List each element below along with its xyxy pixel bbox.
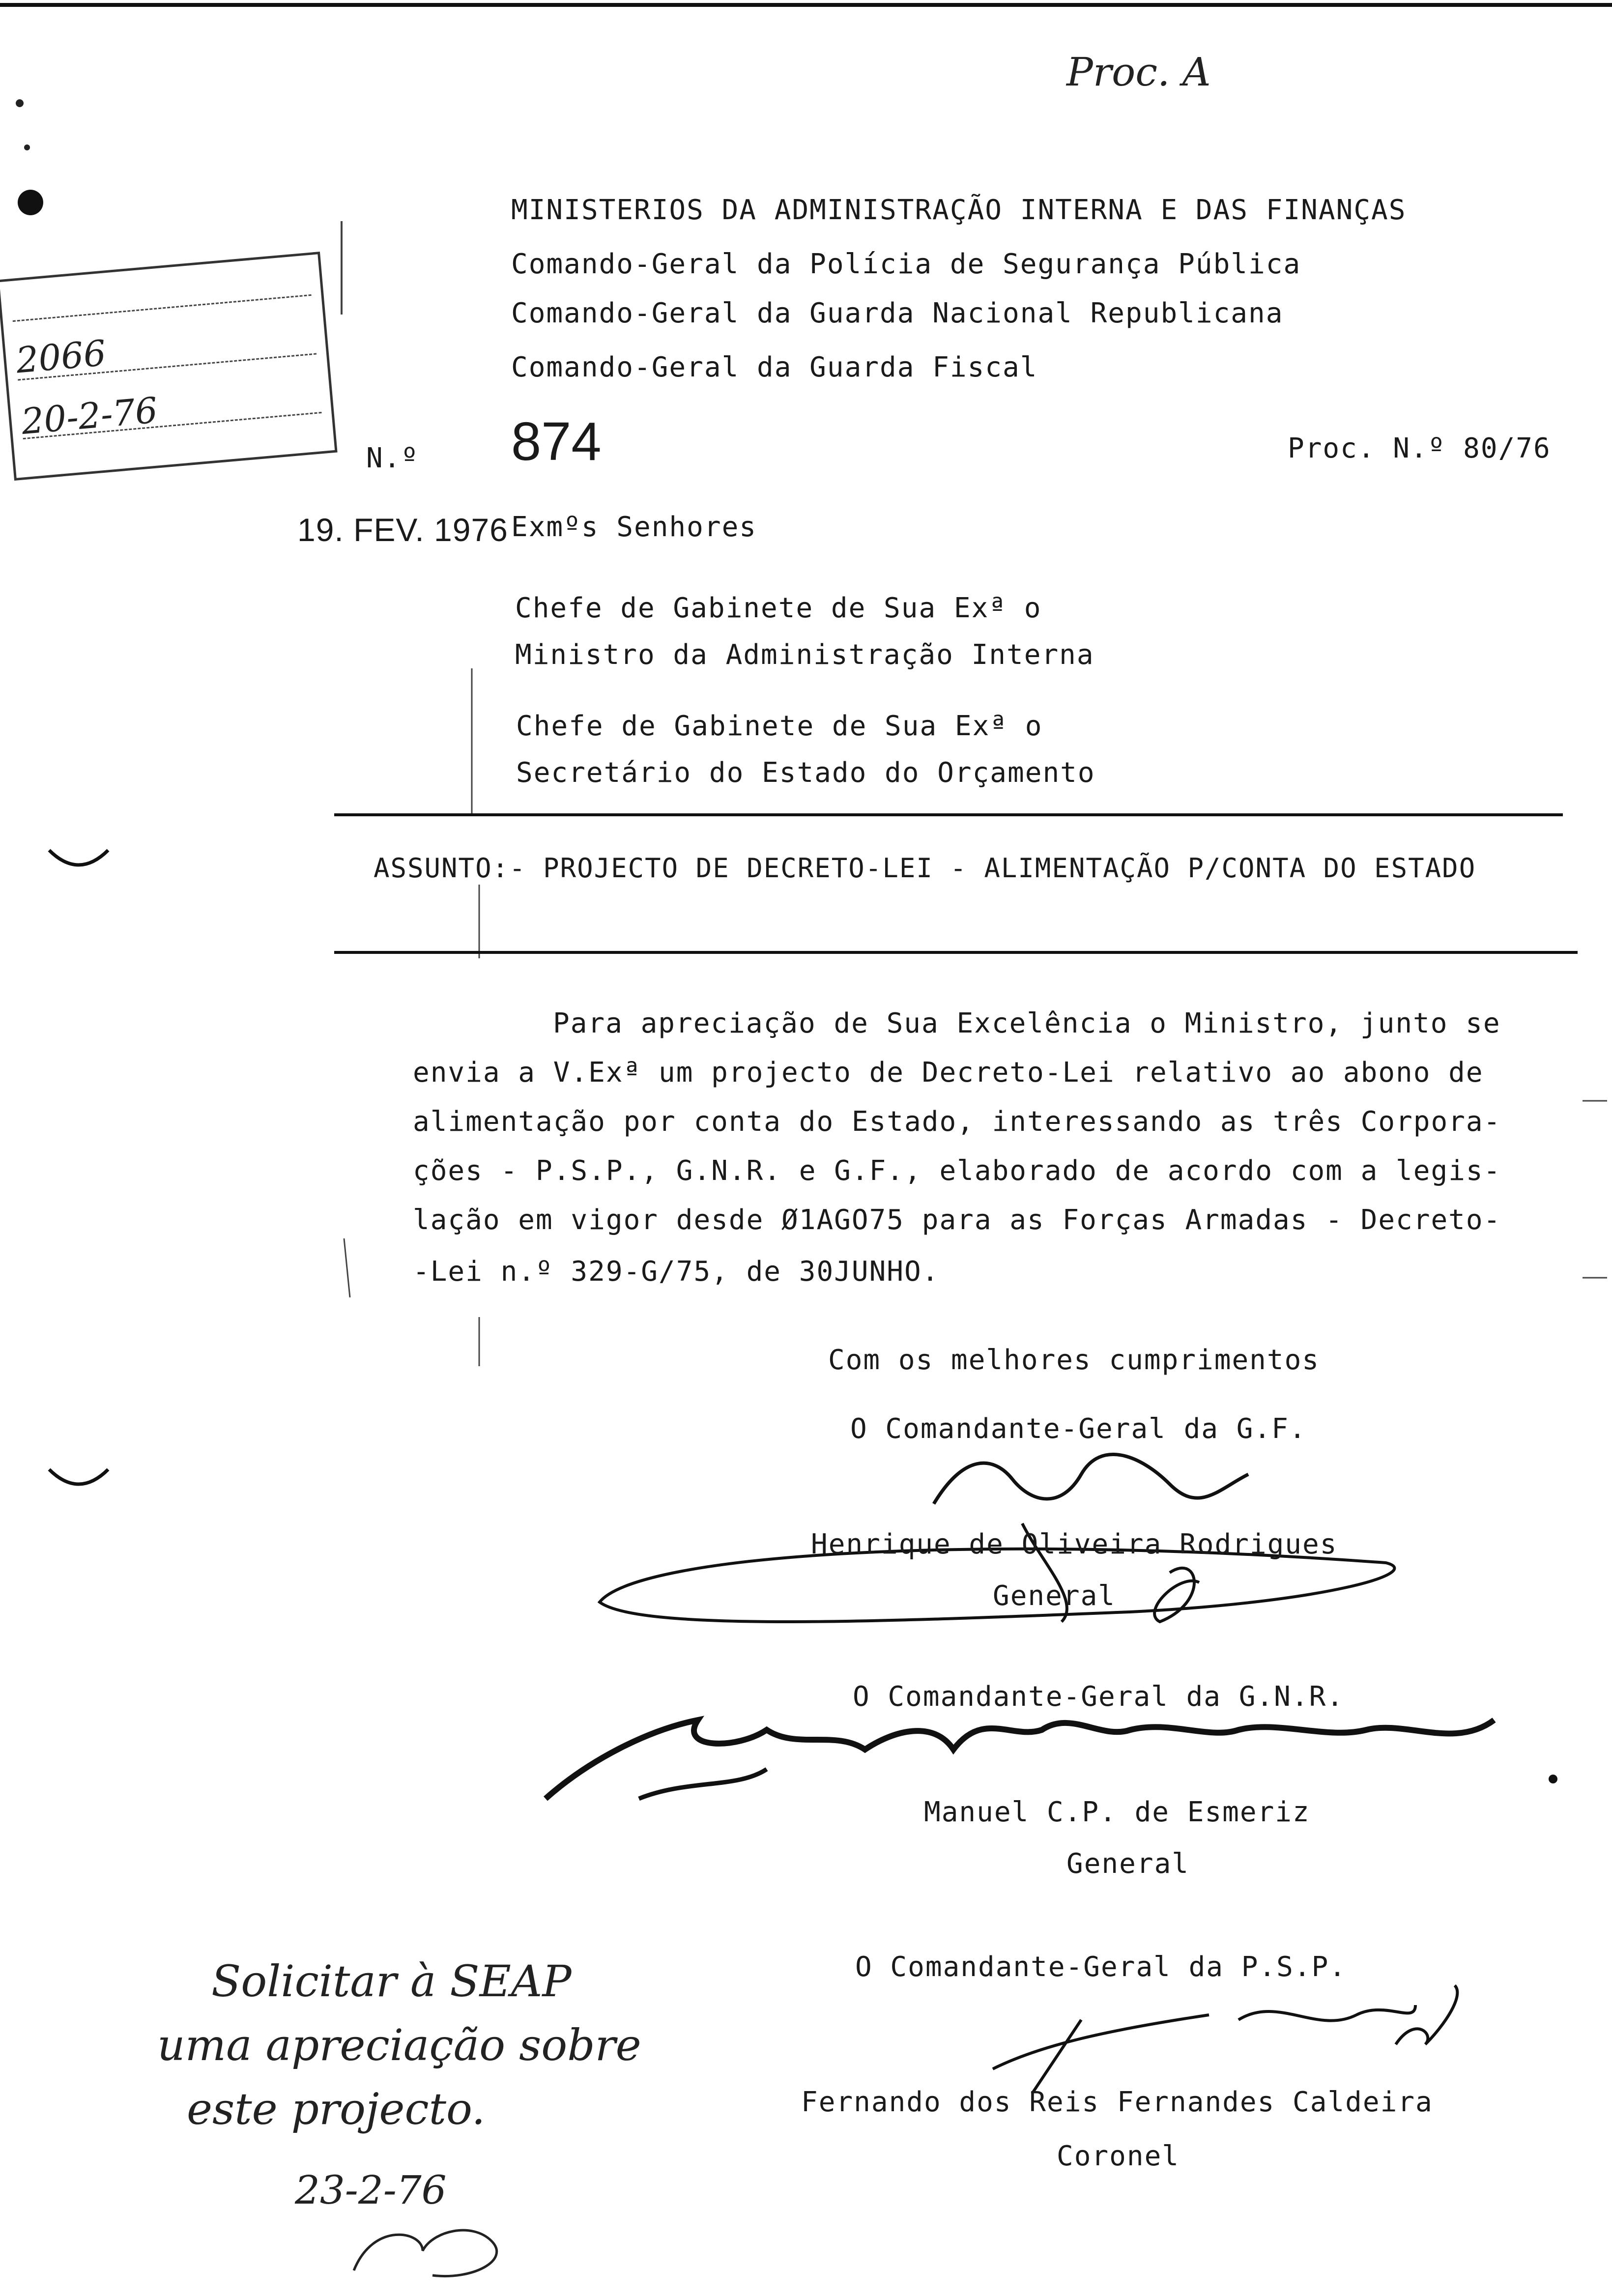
recipient-line: Chefe de Gabinete de Sua Exª o (515, 592, 1042, 624)
signatory-name: Manuel C.P. de Esmeriz (924, 1796, 1310, 1828)
signatory-rank: General (993, 1580, 1116, 1612)
body-line: envia a V.Exª um projecto de Decreto-Lei relativo ao abono de (413, 1057, 1484, 1089)
header-line: Comando-Geral da Guarda Fiscal (511, 351, 1038, 383)
header-line: MINISTERIOS DA ADMINISTRAÇÃO INTERNA E DAS FINANÇAS (511, 194, 1407, 226)
body-line: Para apreciação de Sua Excelência o Ministro, junto se (553, 1007, 1501, 1039)
signatory-rank: Coronel (1057, 2140, 1180, 2172)
closing-line: Com os melhores cumprimentos (828, 1344, 1320, 1376)
date-stamp: 19. FEV. 1976 (297, 512, 508, 548)
salutation: Exmºs Senhores (511, 511, 757, 543)
signatory-name: Fernando dos Reis Fernandes Caldeira (801, 2086, 1433, 2118)
margin-note-line: uma apreciação sobre (157, 2020, 641, 2070)
body-line: alimentação por conta do Estado, interessando as três Corpora- (413, 1106, 1501, 1138)
header-line: Comando-Geral da Polícia de Segurança Pública (511, 248, 1301, 280)
margin-note-date: 23-2-76 (295, 2167, 447, 2213)
stamp-date: 20-2-76 (20, 389, 160, 443)
margin-note-line: Solicitar à SEAP (211, 1956, 572, 2007)
header-line: Comando-Geral da Guarda Nacional Republicana (511, 297, 1284, 329)
stamp-number: 2066 (14, 332, 108, 381)
doc-number-label: N.º (366, 442, 419, 474)
handwritten-annotation-top: Proc. A (1066, 49, 1211, 95)
signatory-name: Henrique de Oliveira Rodrigues (811, 1528, 1338, 1560)
signatory-title: O Comandante-Geral da G.F. (850, 1413, 1307, 1445)
proc-number: Proc. N.º 80/76 (1288, 432, 1551, 464)
doc-number: 874 (511, 411, 602, 472)
margin-note-line: este projecto. (187, 2084, 486, 2134)
body-line: lação em vigor desde Ø1AGO75 para as Forças Armadas - Decreto- (413, 1204, 1501, 1236)
subject-line: ASSUNTO:- PROJECTO DE DECRETO-LEI - ALIMENTAÇÃO P/CONTA DO ESTADO (374, 853, 1476, 884)
recipient-line: Secretário do Estado do Orçamento (516, 757, 1095, 789)
recipient-line: Chefe de Gabinete de Sua Exª o (516, 710, 1043, 742)
body-line: -Lei n.º 329-G/75, de 30JUNHO. (413, 1256, 940, 1288)
signatory-title: O Comandante-Geral da P.S.P. (855, 1951, 1347, 1983)
body-line: ções - P.S.P., G.N.R. e G.F., elaborado de acordo com a legis- (413, 1155, 1501, 1187)
recipient-line: Ministro da Administração Interna (515, 639, 1094, 671)
signatory-rank: General (1066, 1848, 1190, 1880)
signatory-title: O Comandante-Geral da G.N.R. (853, 1681, 1345, 1713)
